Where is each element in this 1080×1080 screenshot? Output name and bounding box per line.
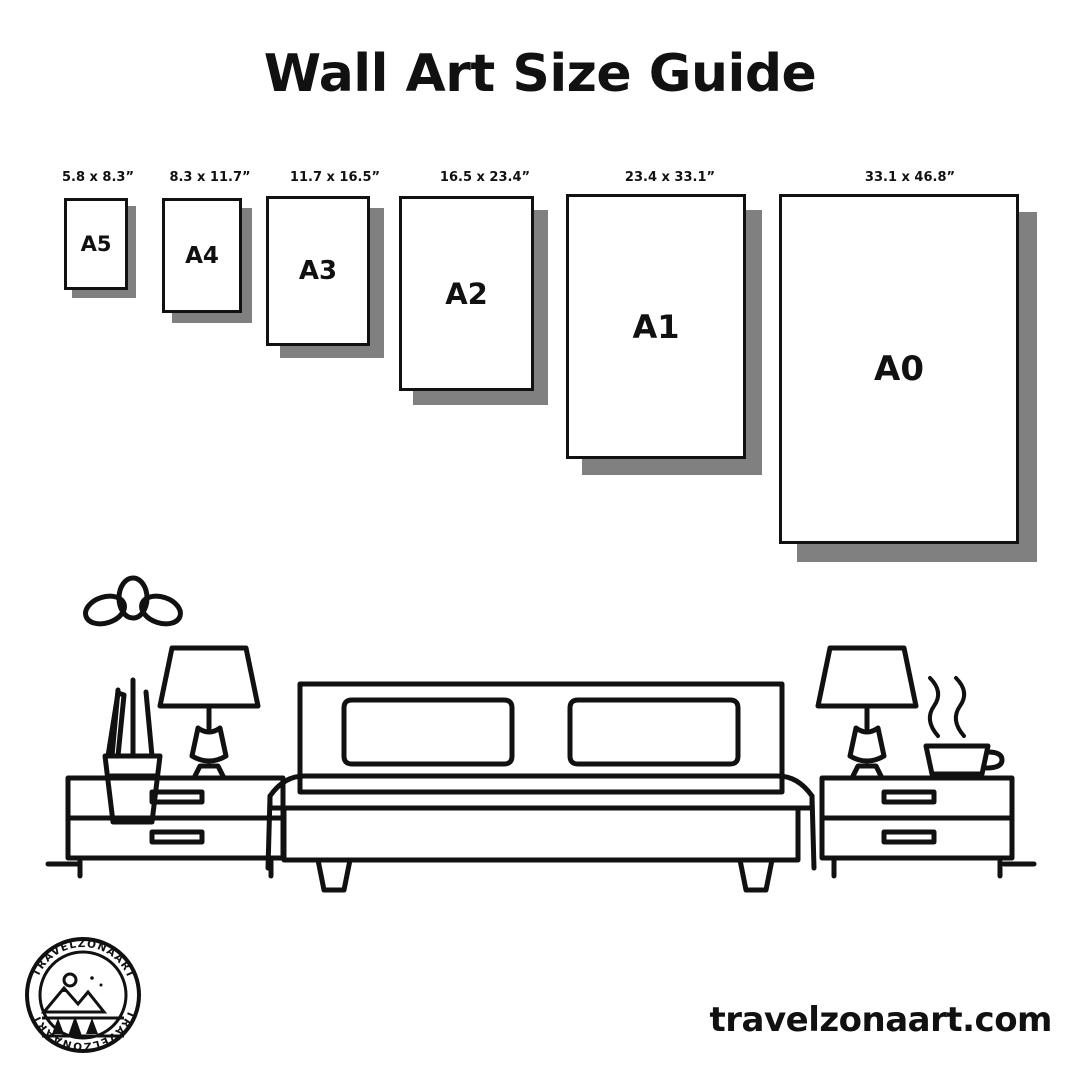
frame-label-a2: A2 <box>445 276 488 311</box>
right-table-lamp <box>818 648 916 778</box>
logo-top-text: TRAVELZONAART <box>30 937 137 981</box>
bedroom-illustration <box>0 560 1080 920</box>
frame-label-a0: A0 <box>874 349 924 389</box>
frame-label-a1: A1 <box>632 307 680 346</box>
bed <box>268 684 814 890</box>
frame-item-a1[interactable] <box>550 170 790 520</box>
frame-label-a3: A3 <box>298 256 338 286</box>
frame-dims-a1: 23.4 x 33.1” <box>624 170 716 185</box>
bedroom-scene <box>0 560 1080 920</box>
logo-bottom-text: TRAVELZONAART <box>30 1008 138 1053</box>
frame-box-a1[interactable] <box>566 194 746 459</box>
brand-logo[interactable] <box>18 930 148 1060</box>
page-title: Wall Art Size Guide <box>263 44 817 104</box>
frame-dims-a0: 33.1 x 46.8” <box>864 170 956 185</box>
frame-dims-a2: 16.5 x 23.4” <box>439 170 531 185</box>
frame-size-row <box>0 170 1080 600</box>
logo-badge-icon <box>18 930 148 1060</box>
frame-box-a2[interactable] <box>399 196 534 391</box>
frame-item-a0[interactable] <box>765 170 1055 590</box>
right-nightstand <box>822 778 1012 876</box>
frame-dims-a3: 11.7 x 16.5” <box>289 170 381 185</box>
frame-box-a4[interactable] <box>162 198 242 313</box>
frame-dims-a4: 8.3 x 11.7” <box>169 170 251 185</box>
plant-vase <box>82 578 184 822</box>
coffee-mug <box>926 678 1002 774</box>
left-table-lamp <box>160 648 258 778</box>
left-nightstand <box>68 778 283 876</box>
frame-dims-a5: 5.8 x 8.3” <box>61 170 135 185</box>
frame-box-a0[interactable] <box>779 194 1019 544</box>
frame-label-a4: A4 <box>185 242 219 269</box>
website-url[interactable]: travelzonaart.com <box>709 1000 1052 1040</box>
frame-box-a5[interactable] <box>64 198 128 290</box>
frame-label-a5: A5 <box>80 232 112 256</box>
frame-box-a3[interactable] <box>266 196 370 346</box>
